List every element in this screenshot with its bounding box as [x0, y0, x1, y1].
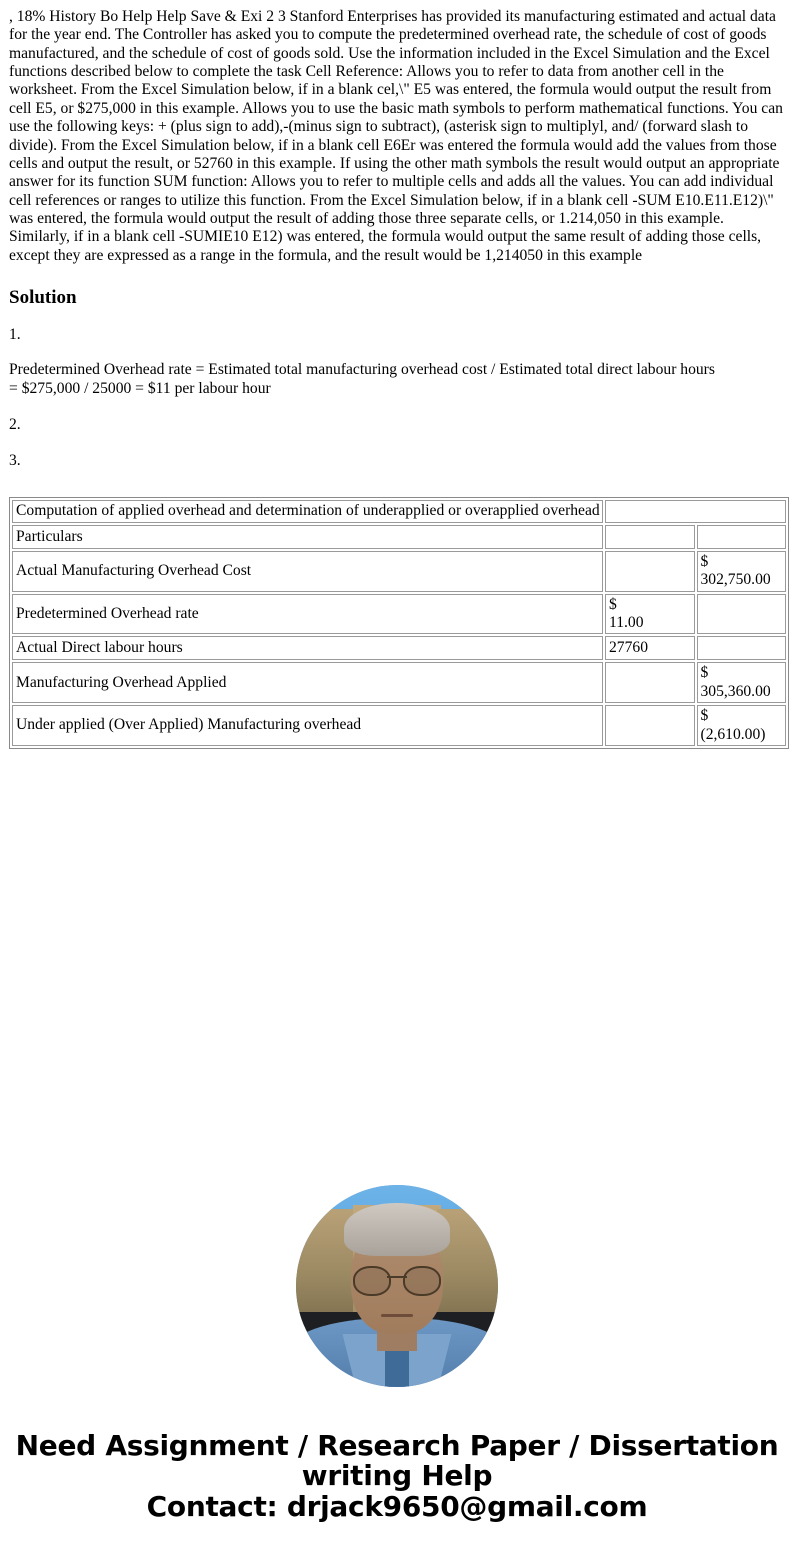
avatar-eyeglass-bridge	[387, 1276, 407, 1278]
row-label-particulars: Particulars	[12, 525, 603, 549]
table-row	[12, 551, 786, 592]
solution-steps-list	[0, 326, 794, 471]
page-title: Solution	[9, 287, 77, 309]
row-col2-actual-mfg-overhead-cost	[605, 551, 695, 592]
overhead-computation-table	[9, 497, 789, 749]
avatar-eyeglass-left	[353, 1266, 391, 1296]
currency-symbol: $	[700, 553, 709, 571]
row-col2-under-over-applied-overhead	[605, 705, 695, 746]
step-1-body	[9, 361, 785, 398]
table-row	[12, 636, 786, 660]
row-label-predetermined-overhead-rate: Predetermined Overhead rate	[12, 594, 603, 635]
list-item	[0, 452, 794, 470]
row-col2-predetermined-overhead-rate	[605, 594, 695, 635]
row-col3-under-over-applied-overhead	[697, 705, 787, 746]
list-item	[0, 326, 794, 398]
currency-value: 305,360.00	[700, 682, 771, 700]
row-col2-mfg-overhead-applied	[605, 662, 695, 703]
row-label-actual-mfg-overhead-cost: Actual Manufacturing Overhead Cost	[12, 551, 603, 592]
avatar-block	[0, 1185, 794, 1387]
promo-heading	[0, 1428, 794, 1552]
avatar-hair	[344, 1203, 449, 1256]
row-label-mfg-overhead-applied: Manufacturing Overhead Applied	[12, 662, 603, 703]
table-row	[12, 525, 786, 549]
row-col3-actual-mfg-overhead-cost	[697, 551, 787, 592]
row-label-under-over-applied-overhead: Under applied (Over Applied) Manufacturing overhead	[12, 705, 603, 746]
row-col3-particulars	[697, 525, 787, 549]
row-col2-particulars	[605, 525, 695, 549]
table-title-blank-cell	[605, 500, 786, 523]
promo-line-2: Contact: drjack9650@gmail.com	[146, 1489, 648, 1523]
step-marker: 1.	[9, 325, 21, 343]
currency-value: 11.00	[609, 614, 644, 632]
table-row	[12, 500, 786, 523]
row-col2-actual-direct-labour-hours: 27760	[605, 636, 695, 660]
row-col3-actual-direct-labour-hours	[697, 636, 787, 660]
currency-symbol: $	[700, 707, 709, 725]
avatar-mouth	[381, 1314, 413, 1317]
currency-symbol: $	[700, 664, 709, 682]
table-title-cell: Computation of applied overhead and determination of underapplied or overapplied overhead	[12, 500, 603, 523]
row-col3-mfg-overhead-applied	[697, 662, 787, 703]
currency-symbol: $	[609, 595, 617, 613]
step-1-line-2: = $275,000 / 25000 = $11 per labour hour	[9, 379, 271, 397]
step-marker: 2.	[9, 415, 21, 433]
promo-line-1: Need Assignment / Research Paper / Dissertation writing Help	[15, 1428, 779, 1493]
avatar	[296, 1185, 498, 1387]
table-row	[12, 705, 786, 746]
list-item	[0, 416, 794, 434]
intro-paragraph: , 18% History Bo Help Help Save & Exi 2 3 Stanford Enterprises has provided its manufacturing estimated and actual data for the year end. The Controller has asked you to compute the predetermined overhead rate, the schedule of cost of goods manufactured, and the schedule of cost of goods sold. Use the information included in the Excel Simulation and the Excel functions described below to complete the task Cell Reference: Allows you to refer to data from another cell in the worksheet. From the Excel Simulation below, if in a blank cel,\" E5 was entered, the formula would output the result from cell E5, or $275,000 in this example. Allows you to use the basic math symbols to perform mathematical functions. You can use the following keys: + (plus sign to add),-(minus sign to subtract), (asterisk sign to multiplyl, and/ (forward slash to divide). From the Excel Simulation below, if in a blank cell E6Er was entered the formula would add the values from those cells and output the result, or 52760 in this example. If using the other math symbols the result would output an appropriate answer for its function SUM function: Allows you to refer to multiple cells and adds all the values. You can add individual cell references or ranges to utilize this function. From the Excel Simulation below, if in a blank cell -SUM E10.E11.E12)\" was entered, the formula would output the result of adding those three separate cells, or 1.214,050 in this example. Similarly, if in a blank cell -SUMIE10 E12) was entered, the formula would output the same result of adding those cells, except they are expressed as a range in the formula, and the result would be 1,214050 in this example	[9, 8, 783, 264]
row-col3-predetermined-overhead-rate	[697, 594, 787, 635]
table-row	[12, 594, 786, 635]
currency-value: 302,750.00	[700, 571, 771, 589]
step-marker: 3.	[9, 452, 21, 470]
table-row	[12, 662, 786, 703]
avatar-eyeglass-right	[403, 1266, 441, 1296]
row-label-actual-direct-labour-hours: Actual Direct labour hours	[12, 636, 603, 660]
currency-value: (2,610.00)	[700, 725, 766, 743]
overhead-table-wrapper	[0, 497, 794, 749]
step-1-line-1: Predetermined Overhead rate = Estimated total manufacturing overhead cost / Estimated total direct labour hours	[9, 361, 715, 379]
